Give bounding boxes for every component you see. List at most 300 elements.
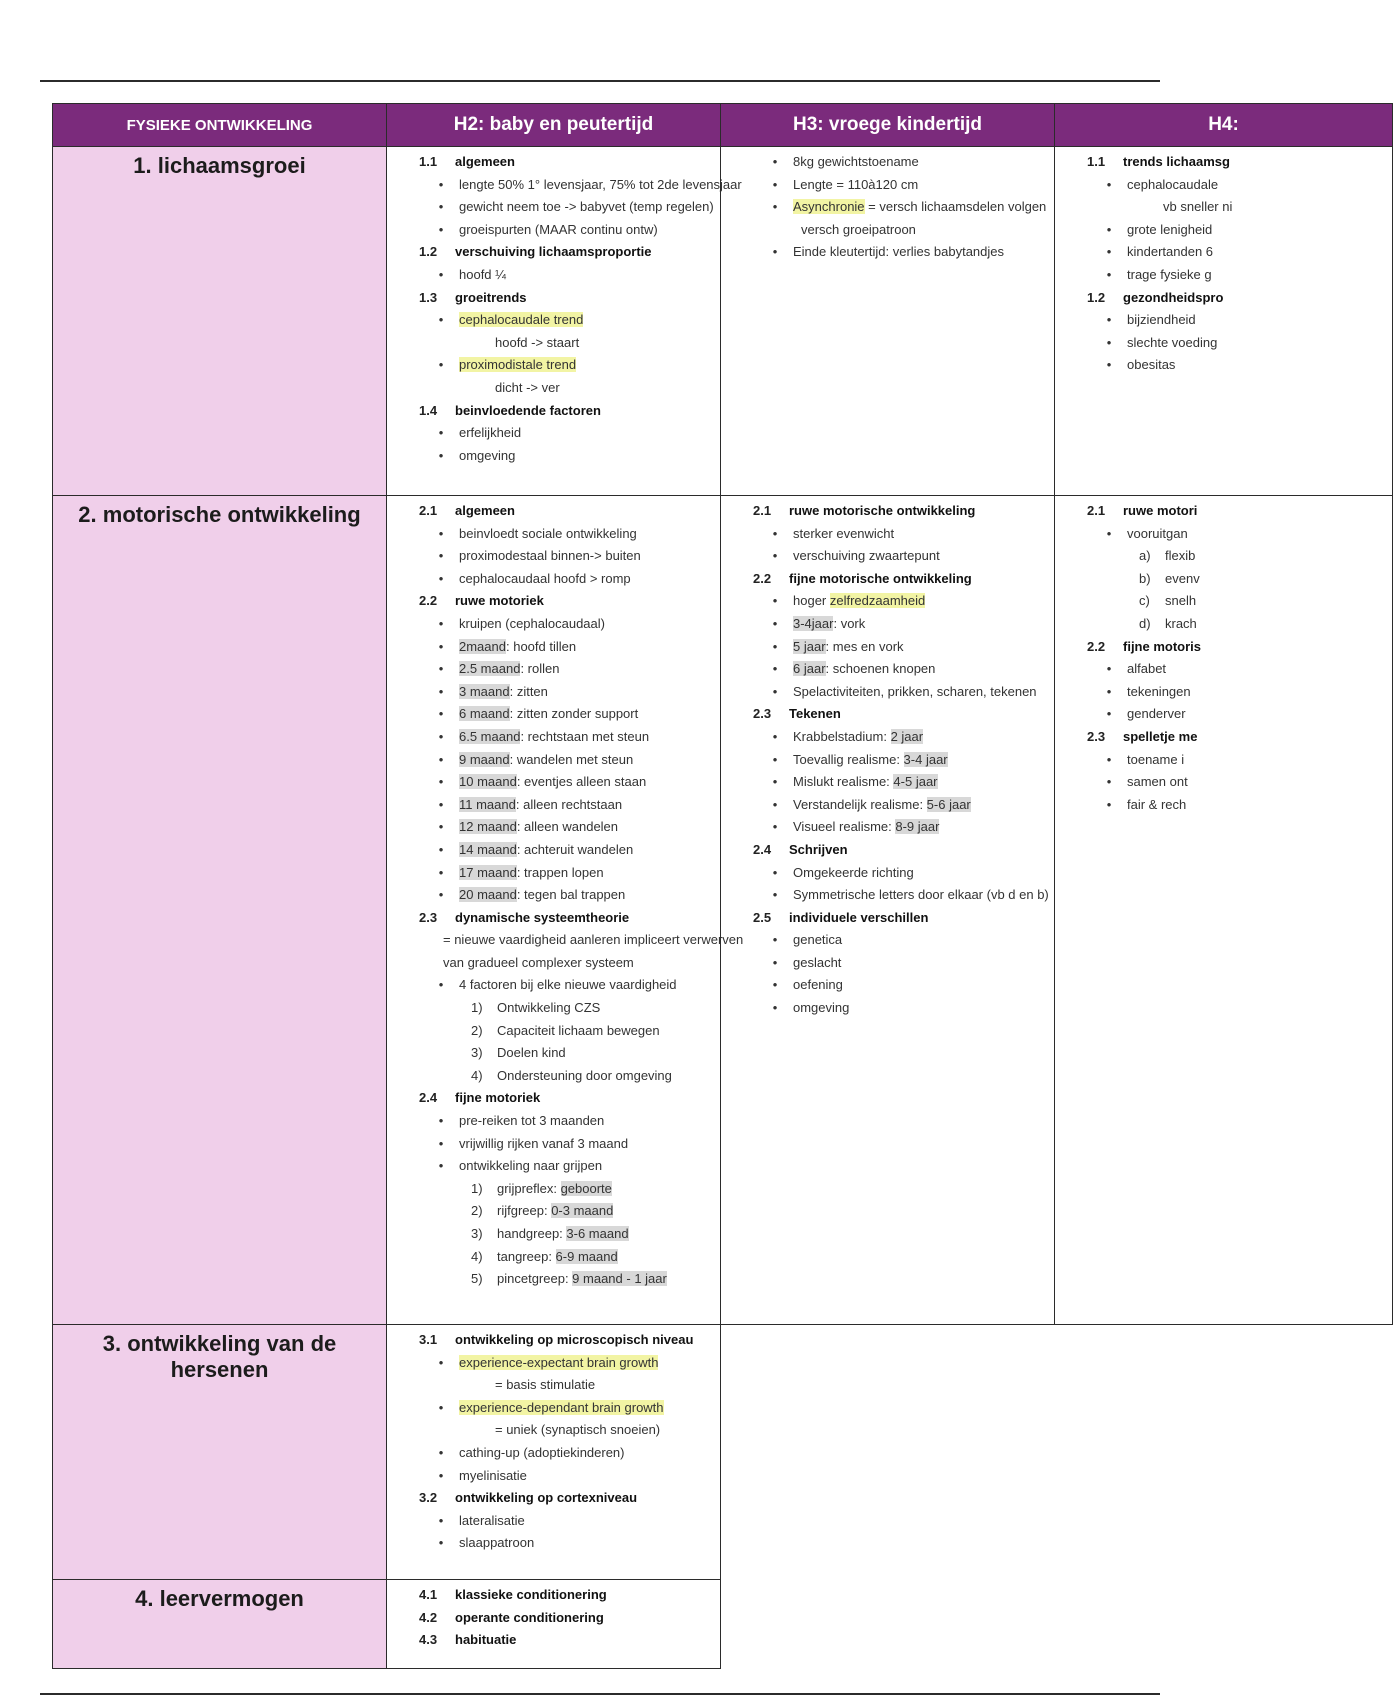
- highlighted-value: 8-9 jaar: [895, 819, 940, 835]
- bullet-icon: •: [772, 751, 778, 767]
- bullet-icon: •: [438, 1444, 444, 1460]
- cell-h2: [387, 1325, 721, 1580]
- bullet-item: [419, 354, 712, 377]
- item-text: pre-reiken tot 3 maanden: [459, 1113, 605, 1129]
- bullet-item: [753, 884, 1049, 907]
- bullet-icon: •: [772, 864, 778, 880]
- section-title: trends lichaamsg: [1123, 154, 1230, 169]
- bullet-item: [419, 545, 712, 568]
- item-text: verschuiving zwaartepunt: [793, 548, 940, 564]
- item-text: Krabbelstadium:: [793, 728, 891, 744]
- item-text: genetica: [793, 932, 843, 948]
- bullet-item: [753, 613, 1046, 636]
- item-text: krach: [1165, 615, 1197, 631]
- item-text: ontwikkeling naar grijpen: [459, 1158, 603, 1174]
- cell-h2: [387, 1580, 721, 1669]
- bullet-icon: •: [1106, 221, 1112, 237]
- numbered-item: [419, 1268, 712, 1291]
- section-heading: [419, 151, 712, 174]
- item-text: : tegen bal trappen: [516, 887, 626, 903]
- section-title: klassieke conditionering: [455, 1587, 607, 1602]
- row-label: 3. ontwikkeling van de hersenen: [53, 1325, 387, 1580]
- section-heading: [419, 907, 712, 930]
- cell-h3: [721, 147, 1055, 496]
- bullet-item: [753, 590, 1046, 613]
- bullet-item: [1087, 332, 1384, 355]
- bullet-item: [419, 1442, 712, 1465]
- item-text: Lengte = 110à120 cm: [793, 176, 919, 192]
- item-text: omgeving: [793, 1000, 850, 1016]
- highlighted-term: 9 maand: [459, 751, 510, 767]
- section-number: 1.2: [1087, 289, 1106, 305]
- item-text: obesitas: [1127, 357, 1176, 373]
- section-title: groeitrends: [455, 289, 527, 305]
- item-number: 3): [471, 1226, 483, 1241]
- item-text: snelh: [1165, 593, 1197, 609]
- section-number: 1.2: [419, 244, 438, 260]
- numbered-item: [419, 1065, 712, 1088]
- bullet-item: [419, 658, 712, 681]
- bullet-item: [753, 726, 1046, 749]
- bullet-icon: •: [438, 221, 444, 237]
- section-title: algemeen: [455, 154, 515, 169]
- section-number: 4.2: [419, 1609, 438, 1625]
- bullet-item: [419, 264, 712, 287]
- section-number: 2.2: [419, 593, 438, 609]
- section-heading: [753, 500, 1046, 523]
- bullet-item: [419, 862, 712, 885]
- highlighted-value: 3-4 jaar: [903, 751, 948, 767]
- bullet-item: [419, 523, 712, 546]
- item-text: Ontwikkeling CZS: [497, 1000, 601, 1016]
- item-text: : rollen: [520, 661, 560, 677]
- section-number: 2.1: [753, 503, 772, 518]
- item-text: sterker evenwicht: [793, 525, 895, 541]
- bullet-icon: •: [438, 819, 444, 835]
- section-heading: [419, 1584, 712, 1607]
- item-text: kindertanden 6: [1127, 244, 1214, 260]
- section-heading: [419, 1329, 712, 1352]
- section-heading: [1087, 726, 1384, 749]
- bullet-item: [419, 445, 712, 468]
- bullet-item: [1087, 354, 1384, 377]
- item-text: genderver: [1127, 706, 1186, 722]
- bullet-item: [419, 703, 712, 726]
- item-text: cephalocaudale: [1127, 176, 1219, 192]
- item-text: = basis stimulatie: [495, 1377, 596, 1393]
- bullet-item: [753, 749, 1046, 772]
- indented-note: [1087, 196, 1384, 219]
- section-title: ruwe motorische ontwikkeling: [789, 503, 976, 518]
- bullet-item: [753, 794, 1046, 817]
- bullet-icon: •: [438, 176, 444, 192]
- bullet-item: [419, 1155, 712, 1178]
- top-rule: [40, 80, 1160, 82]
- bullet-item: [753, 174, 1046, 197]
- item-text: vrijwillig rijken vanaf 3 maand: [459, 1135, 629, 1151]
- highlighted-term: 14 maand: [459, 841, 517, 857]
- highlighted-value: 0-3 maand: [551, 1203, 614, 1219]
- highlighted-term: 10 maand: [459, 774, 517, 790]
- highlighted-term: 20 maand: [459, 887, 517, 903]
- bullet-item: [419, 613, 712, 636]
- section-heading: [753, 907, 1046, 930]
- cell-h4: [1055, 147, 1393, 496]
- bullet-icon: •: [438, 864, 444, 880]
- highlighted-term: zelfredzaamheid: [829, 593, 926, 609]
- numbered-item: [419, 1020, 712, 1043]
- item-number: d): [1139, 615, 1151, 631]
- section-number: 2.2: [753, 570, 772, 586]
- header-h2: H2: baby en peutertijd: [387, 104, 721, 147]
- bullet-item: [753, 658, 1046, 681]
- bullet-icon: •: [1106, 661, 1112, 677]
- item-text: hoger: [793, 593, 830, 609]
- bullet-item: [753, 681, 1046, 704]
- section-title: spelletje me: [1123, 728, 1198, 744]
- bullet-item: [419, 726, 712, 749]
- bullet-icon: •: [438, 1512, 444, 1528]
- indented-note: [419, 377, 712, 400]
- item-text: : mes en vork: [825, 638, 904, 654]
- section-title: dynamische systeemtheorie: [455, 909, 630, 925]
- indented-note: [419, 1374, 712, 1397]
- numbered-item: [1087, 590, 1384, 613]
- item-text: = uniek (synaptisch snoeien): [495, 1422, 661, 1438]
- bullet-icon: •: [438, 1113, 444, 1129]
- section-heading: [419, 1607, 712, 1630]
- bullet-item: [753, 997, 1046, 1020]
- item-text: grote lenigheid: [1127, 221, 1213, 237]
- highlighted-value: 2 jaar: [890, 728, 924, 744]
- section-heading: [753, 568, 1046, 591]
- bullet-icon: •: [772, 796, 778, 812]
- bullet-item: [419, 974, 712, 997]
- bullet-icon: •: [772, 154, 778, 169]
- item-text: : schoenen knopen: [825, 661, 936, 677]
- section-number: 2.4: [419, 1090, 438, 1106]
- bullet-item: [753, 196, 1046, 219]
- item-text: Spelactiviteiten, prikken, scharen, tekenen: [793, 683, 1037, 699]
- header-fysieke-ontwikkeling: FYSIEKE ONTWIKKELING: [53, 104, 387, 147]
- bullet-item: [419, 794, 712, 817]
- section-number: 2.1: [419, 503, 438, 518]
- highlighted-value: 6-9 maand: [555, 1248, 618, 1264]
- bullet-icon: •: [1106, 706, 1112, 722]
- bullet-item: [753, 974, 1046, 997]
- bullet-icon: •: [438, 266, 444, 282]
- item-number: a): [1139, 548, 1151, 564]
- section-title: operante conditionering: [455, 1609, 604, 1625]
- item-text: : alleen wandelen: [516, 819, 619, 835]
- section-heading: [1087, 500, 1384, 523]
- bullet-item: [1087, 309, 1384, 332]
- bullet-icon: •: [438, 1354, 444, 1370]
- bullet-icon: •: [772, 774, 778, 790]
- item-number: c): [1139, 593, 1150, 609]
- section-number: 2.1: [1087, 503, 1106, 518]
- bullet-item: [419, 1532, 712, 1555]
- overview-table: [52, 103, 1393, 1669]
- section-number: 1.1: [1087, 154, 1106, 169]
- numbered-item: [419, 1223, 712, 1246]
- item-text: cephalocaudale trend: [459, 312, 584, 328]
- bullet-icon: •: [438, 1135, 444, 1151]
- item-text: lengte 50% 1° levensjaar, 75% tot 2de levensjaar: [459, 176, 742, 192]
- bullet-item: [419, 681, 712, 704]
- bullet-item: [419, 219, 712, 242]
- bullet-icon: •: [438, 199, 444, 215]
- header-row: [53, 104, 1393, 147]
- bullet-icon: •: [438, 425, 444, 441]
- bullet-icon: •: [438, 548, 444, 564]
- item-text: slaappatroon: [459, 1535, 535, 1551]
- cell-h2: [387, 147, 742, 496]
- item-text: cephalocaudaal hoofd > romp: [459, 570, 631, 586]
- row-label: 4. leervermogen: [53, 1580, 387, 1669]
- section-number: 1.1: [419, 154, 438, 169]
- item-number: 2): [471, 1022, 483, 1038]
- bullet-icon: •: [772, 728, 778, 744]
- item-number: b): [1139, 570, 1151, 586]
- section-heading: [1087, 636, 1384, 659]
- bullet-icon: •: [772, 683, 778, 699]
- item-text: Capaciteit lichaam bewegen: [497, 1022, 660, 1038]
- item-text: = versch lichaamsdelen volgen: [864, 199, 1047, 215]
- section-heading: [419, 500, 712, 523]
- bullet-icon: •: [1106, 683, 1112, 699]
- bullet-item: [753, 636, 1046, 659]
- bullet-item: [753, 241, 1046, 264]
- item-number: 4): [471, 1248, 483, 1264]
- bullet-icon: •: [772, 954, 778, 970]
- bullet-icon: •: [772, 887, 778, 903]
- highlighted-value: 4-5 jaar: [893, 774, 938, 790]
- indented-note: [419, 1419, 712, 1442]
- item-text: Mislukt realisme:: [793, 774, 894, 790]
- highlighted-term: 6.5 maand: [459, 728, 521, 744]
- section-title: Tekenen: [789, 706, 841, 722]
- bullet-icon: •: [1106, 525, 1112, 541]
- item-text: groeispurten (MAAR continu ontw): [459, 221, 658, 237]
- section-number: 1.3: [419, 289, 438, 305]
- section-heading: [419, 1629, 712, 1652]
- item-text: Omgekeerde richting: [793, 864, 914, 880]
- bullet-icon: •: [1106, 751, 1112, 767]
- item-text: handgreep:: [497, 1226, 567, 1241]
- bullet-item: [753, 151, 1046, 174]
- section-number: 2.4: [753, 841, 772, 857]
- numbered-item: [419, 997, 712, 1020]
- item-text: cathing-up (adoptiekinderen): [459, 1444, 625, 1460]
- bullet-icon: •: [772, 819, 778, 835]
- bullet-item: [419, 839, 712, 862]
- section-heading: [753, 703, 1046, 726]
- section-title: algemeen: [455, 503, 515, 518]
- item-text: : achteruit wandelen: [516, 841, 634, 857]
- section-title: verschuiving lichaamsproportie: [455, 244, 652, 260]
- item-text: alfabet: [1127, 661, 1167, 677]
- item-text: beinvloedt sociale ontwikkeling: [459, 525, 637, 541]
- item-text: tangreep:: [497, 1248, 556, 1264]
- bullet-icon: •: [1106, 796, 1112, 812]
- section-heading: [419, 241, 712, 264]
- row-label: 2. motorische ontwikkeling: [53, 496, 387, 1325]
- bullet-icon: •: [438, 728, 444, 744]
- item-text: hoofd ¼: [459, 266, 506, 282]
- bullet-icon: •: [438, 977, 444, 993]
- bullet-item: [1087, 658, 1384, 681]
- item-number: 2): [471, 1203, 483, 1219]
- bullet-icon: •: [772, 615, 778, 631]
- bullet-item: [419, 196, 712, 219]
- item-text: Visueel realisme:: [793, 819, 896, 835]
- bullet-item: [1087, 703, 1384, 726]
- bullet-icon: •: [438, 887, 444, 903]
- item-text: 8kg gewichtstoename: [793, 154, 919, 169]
- section-heading: [1087, 287, 1384, 310]
- item-text: 4 factoren bij elke nieuwe vaardigheid: [459, 977, 677, 993]
- item-text: erfelijkheid: [459, 425, 522, 441]
- bullet-icon: •: [438, 683, 444, 699]
- bullet-icon: •: [438, 1158, 444, 1174]
- bullet-item: [419, 816, 712, 839]
- item-text: = nieuwe vaardigheid aanleren impliceert verwerven: [443, 932, 744, 948]
- bullet-item: [419, 1110, 712, 1133]
- item-text: proximodestaal binnen-> buiten: [459, 548, 641, 564]
- item-text: tekeningen: [1127, 683, 1191, 699]
- bullet-icon: •: [438, 638, 444, 654]
- section-number: 3.2: [419, 1490, 438, 1506]
- bullet-item: [1087, 264, 1384, 287]
- section-number: 2.2: [1087, 638, 1106, 654]
- section-heading: [419, 1087, 712, 1110]
- section-title: habituatie: [455, 1632, 517, 1648]
- item-text: grijpreflex:: [497, 1180, 561, 1196]
- bullet-item: [419, 1465, 712, 1488]
- item-text: van gradueel complexer systeem: [443, 954, 634, 970]
- item-text: slechte voeding: [1127, 334, 1218, 350]
- bullet-icon: •: [438, 447, 444, 463]
- item-text: flexib: [1165, 548, 1196, 564]
- item-text: Verstandelijk realisme:: [793, 796, 927, 812]
- bullet-item: [1087, 681, 1384, 704]
- section-title: fijne motorische ontwikkeling: [789, 570, 972, 586]
- numbered-item: [1087, 568, 1384, 591]
- highlighted-term: 6 maand: [459, 706, 510, 722]
- item-text: experience-expectant brain growth: [459, 1354, 659, 1370]
- numbered-item: [1087, 545, 1384, 568]
- item-number: 5): [471, 1271, 483, 1287]
- section-heading: [419, 590, 712, 613]
- bullet-icon: •: [772, 199, 778, 215]
- bullet-item: [1087, 749, 1384, 772]
- section-heading: [753, 839, 1046, 862]
- section-heading: [1087, 151, 1384, 174]
- bullet-icon: •: [772, 593, 778, 609]
- bullet-icon: •: [1106, 244, 1112, 260]
- section-heading: [419, 400, 712, 423]
- bullet-item: [1087, 174, 1384, 197]
- bullet-item: [753, 523, 1046, 546]
- item-text: trage fysieke g: [1127, 266, 1212, 282]
- bullet-icon: •: [438, 706, 444, 722]
- highlighted-term: 12 maand: [459, 819, 517, 835]
- section-title: gezondheidspro: [1123, 289, 1224, 305]
- item-text: : trappen lopen: [516, 864, 604, 880]
- numbered-item: [419, 1042, 712, 1065]
- bullet-item: [419, 636, 712, 659]
- item-text: experience-dependant brain growth: [459, 1399, 664, 1415]
- item-text: Doelen kind: [497, 1045, 566, 1061]
- bottom-rule: [40, 1693, 1160, 1695]
- section-title: fijne motoriek: [455, 1090, 541, 1106]
- section-title: beinvloedende factoren: [455, 402, 601, 418]
- section-number: 2.3: [1087, 728, 1106, 744]
- bullet-icon: •: [1106, 266, 1112, 282]
- highlighted-value: geboorte: [560, 1180, 612, 1196]
- section-title: ruwe motoriek: [455, 593, 544, 609]
- bullet-icon: •: [438, 570, 444, 586]
- paragraph-line: [419, 952, 712, 975]
- row-lichaamsgroei: [53, 147, 1393, 496]
- section-number: 4.3: [419, 1632, 438, 1648]
- section-title: Schrijven: [789, 841, 848, 857]
- bullet-item: [419, 771, 712, 794]
- item-text: fair & rech: [1127, 796, 1187, 812]
- section-title: ontwikkeling op cortexniveau: [455, 1490, 638, 1506]
- continuation-line: [753, 219, 1046, 242]
- cell-h2: [387, 496, 744, 1325]
- bullet-icon: •: [1106, 357, 1112, 373]
- item-text: : eventjes alleen staan: [516, 774, 647, 790]
- bullet-item: [753, 816, 1046, 839]
- item-text: Einde kleutertijd: verlies babytandjes: [793, 244, 1005, 260]
- item-text: omgeving: [459, 447, 516, 463]
- section-title: ontwikkeling op microscopisch niveau: [455, 1332, 694, 1347]
- bullet-icon: •: [1106, 774, 1112, 790]
- item-text: gewicht neem toe -> babyvet (temp regelen): [459, 199, 714, 215]
- bullet-item: [1087, 219, 1384, 242]
- bullet-icon: •: [438, 357, 444, 373]
- item-text: : alleen rechtstaan: [515, 796, 623, 812]
- item-text: Symmetrische letters door elkaar (vb d en b): [793, 887, 1049, 903]
- item-text: oefening: [793, 977, 843, 993]
- item-text: myelinisatie: [459, 1467, 527, 1483]
- bullet-item: [753, 929, 1046, 952]
- item-text: hoofd -> staart: [495, 334, 580, 350]
- header-h4: H4:: [1055, 104, 1393, 147]
- item-text: : zitten zonder support: [509, 706, 639, 722]
- bullet-icon: •: [438, 1399, 444, 1415]
- bullet-icon: •: [772, 638, 778, 654]
- row-hersenen: [53, 1325, 1393, 1580]
- highlighted-term: 17 maand: [459, 864, 517, 880]
- item-text: : wandelen met steun: [509, 751, 634, 767]
- section-number: 2.3: [753, 706, 772, 722]
- bullet-icon: •: [772, 548, 778, 564]
- bullet-icon: •: [772, 244, 778, 260]
- highlighted-term: 2.5 maand: [459, 661, 521, 677]
- bullet-item: [419, 1510, 712, 1533]
- bullet-icon: •: [438, 525, 444, 541]
- bullet-item: [1087, 241, 1384, 264]
- bullet-icon: •: [438, 796, 444, 812]
- highlighted-term: 6 jaar: [793, 661, 826, 677]
- item-text: versch groeipatroon: [801, 221, 916, 237]
- bullet-item: [753, 952, 1046, 975]
- bullet-icon: •: [1106, 176, 1112, 192]
